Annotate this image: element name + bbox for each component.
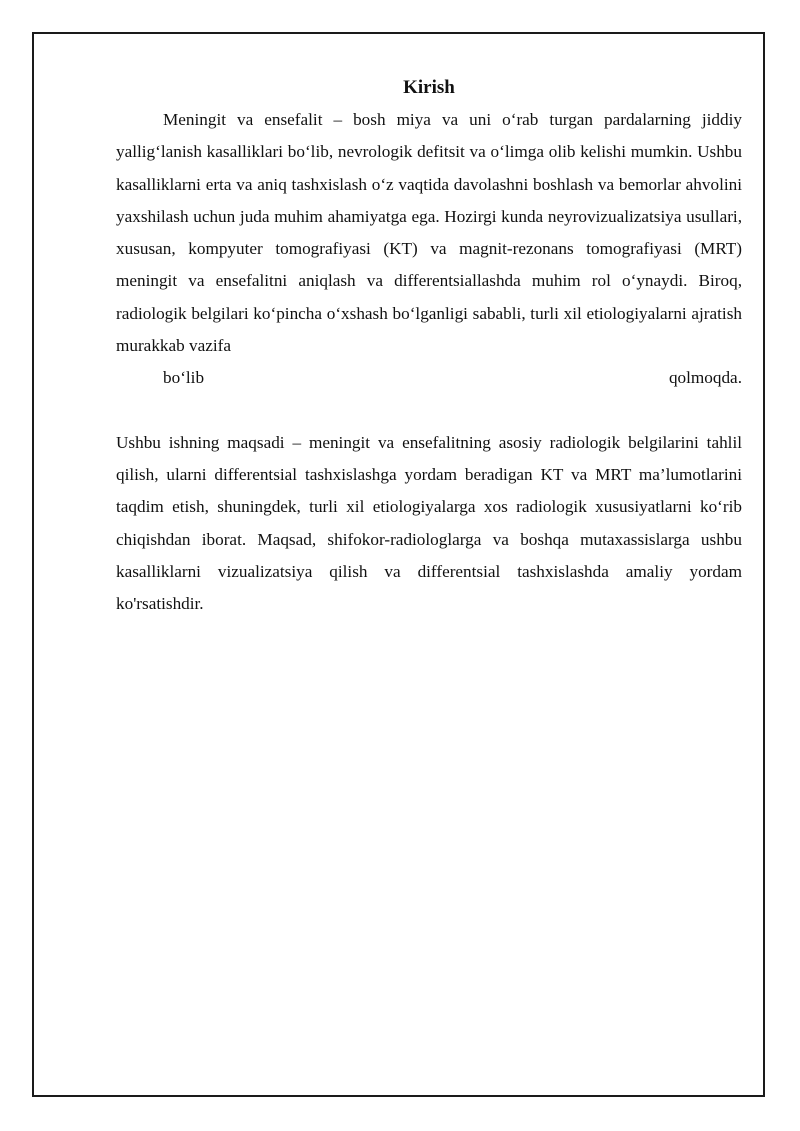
paragraph-introduction — [116, 104, 742, 395]
document-body — [116, 74, 742, 620]
paragraph-purpose: Ushbu ishning maqsadi – meningit va ensefalitning asosiy radiologik belgilarini tahlil qilish, ularni differentsial tashxislashga yordam beradigan KT va MRT ma’lumotlarini taqdim etish, shuningdek, turli xil etiologiyalarga xos radiologik xususiyatlarni ko‘rib chiqishdan iborat. Maqsad, shifokor-radiologlarga va boshqa mutaxassislarga ushbu kasalliklarni vizualizatsiya qilish va differentsial tashxislashda amaliy yordam ko'rsatishdir. — [116, 432, 742, 614]
paragraph-spacer — [116, 395, 742, 427]
paragraph-introduction-last-line: bo‘lib qolmoqda. — [163, 368, 742, 388]
document-title: Kirish — [403, 77, 455, 98]
paragraph-introduction-text: Meningit va ensefalit – bosh miya va uni o‘rab turgan pardalarning jiddiy yallig‘lanish kasalliklari bo‘lib, nevrologik defitsit va o‘limga olib kelishi mumkin. Ushbu kasalliklarni erta va aniq tashxislash o‘z vaqtida davolashni boshlash va bemorlar ahvolini yaxshilash uchun juda muhim ahamiyatga ega. Hozirgi kunda neyrovizualizatsiya usullari, xususan, kompyuter tomografiyasi (KT) va magnit-rezonans tomografiyasi (MRT) meningit va ensefalitni aniqlash va differentsiallashda muhim rol o‘ynaydi. Biroq, radiologik belgilari ko‘pincha o‘xshash bo‘lganligi sababli, turli xil etiologiyalarni ajratish murakkab vazifa — [116, 110, 742, 356]
